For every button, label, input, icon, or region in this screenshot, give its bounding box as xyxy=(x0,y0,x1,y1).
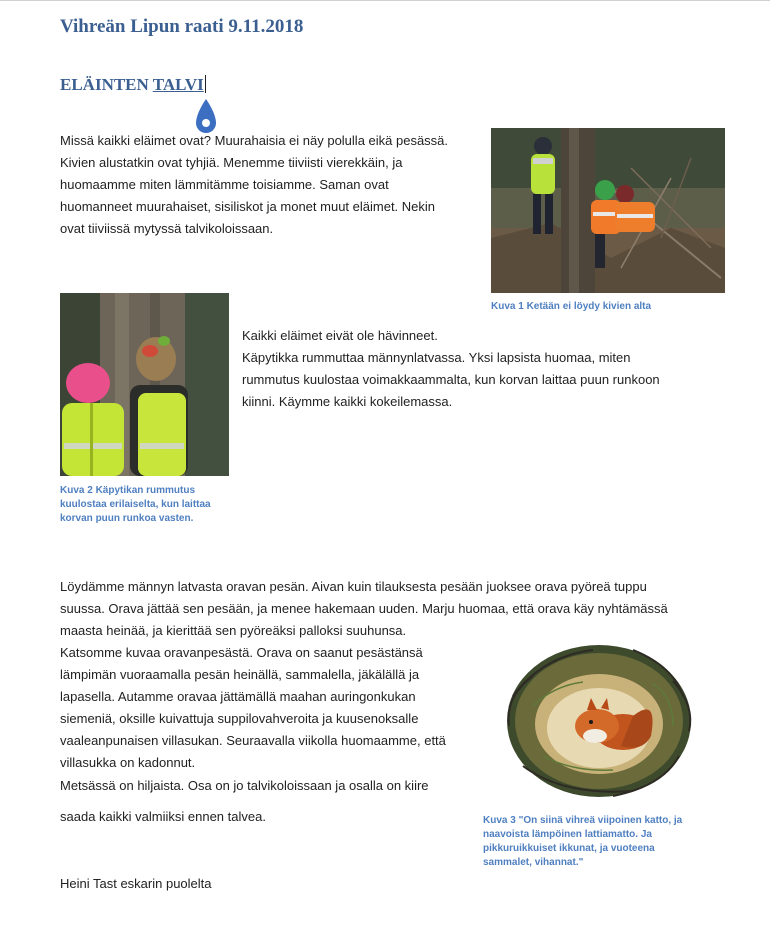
paragraph-1 xyxy=(60,130,480,240)
signature: Heini Tast eskarin puolelta xyxy=(60,876,212,891)
caption-line: Kuva 3 "On siinä vihreä viipoinen katto, ja xyxy=(483,815,683,826)
figure-3-illustration xyxy=(483,636,715,806)
figure-1-photo xyxy=(491,128,725,293)
page-top-border xyxy=(0,0,770,1)
text-line: Kaikki eläimet eivät ole hävinneet. xyxy=(242,328,438,343)
text-line: villasukka on kadonnut. xyxy=(60,755,196,770)
text-line: kiinni. Käymme kaikki kokeilemassa. xyxy=(242,394,453,409)
text-line: rummutus kuulostaa voimakkaammalta, kun korvan laittaa puun runkoon xyxy=(242,372,660,387)
article-heading xyxy=(60,75,206,95)
caption-line: Kuva 2 Käpytikan rummutus xyxy=(60,485,196,496)
text-line: huomanneet muurahaiset, sisiliskot ja monet muut eläimet. Nekin xyxy=(60,199,436,214)
paragraph-2 xyxy=(242,325,702,413)
text-line: Kivien alustatkin ovat tyhjiä. Menemme tiiviisti vierekkäin, ja xyxy=(60,155,403,170)
text-line: Missä kaikki eläimet ovat? Muurahaisia ei näy polulla eikä pesässä. xyxy=(60,133,449,148)
text-line: maasta heinää, ja kierittää sen pyöreäksi palloksi suuhunsa. xyxy=(60,623,407,638)
figure-3-caption xyxy=(483,814,723,870)
caption-line: naavoista lämpöinen lattiamatto. Ja xyxy=(483,829,652,840)
caption-line: sammalet, vihannat." xyxy=(483,857,584,868)
text-line: Katsomme kuvaa oravanpesästä. Orava on saanut pesästänsä xyxy=(60,645,423,660)
text-line: siemeniä, oksille kuivattuja suppilovahveroita ja kuusenoksalle xyxy=(60,711,419,726)
text-line: suussa. Orava jättää sen pesään, ja menee hakemaan uuden. Marju huomaa, että orava käy nyhtämässä xyxy=(60,601,668,616)
text-line: huomaamme miten lämmitämme toisiamme. Saman ovat xyxy=(60,177,389,192)
paragraph-3-intro xyxy=(60,576,750,620)
paragraph-3 xyxy=(60,620,480,774)
document-title: Vihreän Lipun raati 9.11.2018 xyxy=(60,16,304,37)
caption-line: pikkuruikkuiset ikkunat, ja vuoteena xyxy=(483,843,655,854)
heading-underlined-word: TALVI xyxy=(152,75,204,94)
figure-2-caption xyxy=(60,484,240,526)
heading-prefix: ELÄINTEN xyxy=(60,75,153,94)
text-line: Käpytikka rummuttaa männynlatvassa. Yksi lapsista huomaa, miten xyxy=(242,350,631,365)
figure-1-caption: Kuva 1 Ketään ei löydy kivien alta xyxy=(491,301,652,312)
text-line: lapasella. Autamme oravaa jättämällä maahan auringonkukan xyxy=(60,689,416,704)
caption-line: kuulostaa erilaiselta, kun laittaa xyxy=(60,499,211,510)
closing-line-1: Metsässä on hiljaista. Osa on jo talvikoloissaan ja osalla on kiire xyxy=(60,778,429,793)
text-line: vaaleanpunaisen villasukan. Seuraavalla viikolla huomaamme, että xyxy=(60,733,446,748)
figure-2-photo xyxy=(60,293,229,476)
text-line: ovat tiiviissä mytyssä talvikoloissaan. xyxy=(60,221,274,236)
text-line: lämpimän vuoraamalla pesän heinällä, sammalella, jäkälällä ja xyxy=(60,667,420,682)
text-line: Löydämme männyn latvasta oravan pesän. Aivan kuin tilauksesta pesään juoksee orava pyöreä tuppu xyxy=(60,579,647,594)
text-cursor xyxy=(205,75,206,93)
closing-line-2: saada kaikki valmiiksi ennen talvea. xyxy=(60,809,266,824)
caption-line: korvan puun runkoa vasten. xyxy=(60,513,194,524)
